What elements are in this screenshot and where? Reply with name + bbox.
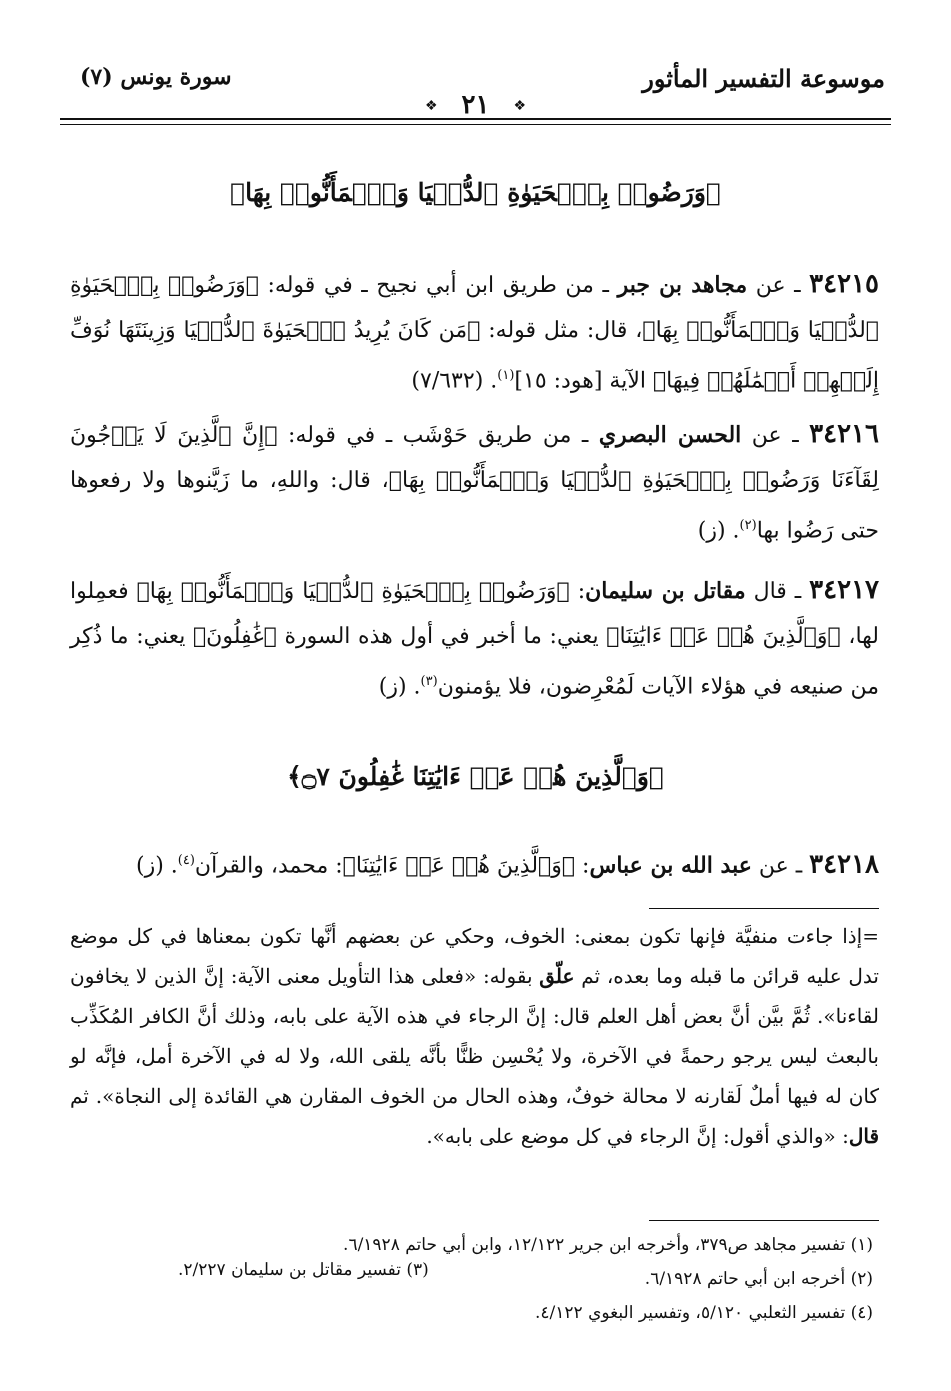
hadith-text: . (ز) xyxy=(135,853,178,879)
verse-heading-1: ﴿وَرَضُوا۟ بِٱلۡحَيَوٰةِ ٱلدُّنۡيَا وَٱطۡمَأَنُّوا۟ بِهَا﴾ xyxy=(230,178,721,207)
hadith-text: . (٧/٦٣٢) xyxy=(411,368,498,394)
footnotes-separator xyxy=(649,1220,879,1221)
hadith-text: : ﴿وَرَضُوا۟ بِٱلۡحَيَوٰةِ ٱلدُّنۡيَا وَٱطۡمَأَنُّوا۟ بِهَا﴾ فعمِلوا لها، ﴿وَٱلَّذِينَ هُمۡ عَنۡ ءَايَٰتِنَا﴾ يعني: ما أخبر في أول هذه السورة ﴿غَٰفِلُونَ﴾ يعني: ما ذُكِر من صنيعه في هؤلاء الآيات لَمُعْرِضون، فلا يؤمنون xyxy=(70,579,879,700)
continued-note xyxy=(70,916,879,1156)
footnote-ref: (٣) xyxy=(420,674,438,689)
footnote-1: (١) تفسير مجاهد ص٣٧٩، وأخرجه ابن جرير ١٢/١٢٢، وابن أبي حاتم ٦/١٩٢٨. xyxy=(343,1235,873,1255)
hadith-number: ٣٤٢١٥ xyxy=(809,269,879,299)
hadith-text: ـ من طريق حَوْشَب ـ في قوله: ﴿إِنَّ ٱلَّذِينَ لَا يَرۡجُونَ لِقَآءَنَا وَرَضُوا۟ بِٱلۡحَيَوٰةِ ٱلدُّنۡيَا وَٱطۡمَأَنُّوا۟ بِهَا﴾، قال: واللهِ، ما زَيَّنوها ولا رفعوها حتى رَضُوا بها xyxy=(70,423,879,544)
narrator-name: الحسن البصري xyxy=(598,422,742,448)
hadith-text: ـ قال xyxy=(745,579,810,604)
footnote-ref: (٢) xyxy=(739,518,757,533)
ornament-left-icon: ❖ xyxy=(425,98,438,114)
hadith-text: . (ز) xyxy=(378,674,421,700)
hadith-34216 xyxy=(70,412,879,553)
hadith-text: ـ من طريق ابن أبي نجيح ـ في قوله: ﴿وَرَضُوا۟ بِٱلۡحَيَوٰةِ ٱلدُّنۡيَا وَٱطۡمَأَنُّوا۟ بِهَا﴾، قال: مثل قوله: ﴿مَن كَانَ يُرِيدُ ٱلۡحَيَوٰةَ ٱلدُّنۡيَا وَزِينَتَهَا نُوَفِّ إِلَيۡهِمۡ أَعۡمَٰلَهُمۡ فِيهَا﴾ الآية [هود: ١٥] xyxy=(70,273,879,394)
note-keyword: قال xyxy=(848,1124,879,1148)
hadith-number: ٣٤٢١٨ xyxy=(809,849,879,880)
running-header xyxy=(60,60,891,120)
hadith-34215 xyxy=(70,262,879,403)
footnote-ref: (١) xyxy=(497,368,515,383)
hadith-34218 xyxy=(70,838,879,888)
hadith-text: ـ عن xyxy=(747,273,810,298)
note-text: إذا جاءت منفيَّة فإنها تكون بمعنى: الخوف، وحكي عن بعضهم أنَّها تكون بمعناها في كل موضع تدل عليه قرائن ما قبله وما بعده، ثم xyxy=(70,924,879,988)
hadith-34217 xyxy=(70,568,879,709)
page-number: ٢١ xyxy=(461,90,490,120)
footnote-ref: (٤) xyxy=(177,853,195,868)
narrator-name: عبد الله بن عباس xyxy=(589,852,752,879)
ornament-right-icon: ❖ xyxy=(513,98,526,114)
footnote-3: (٣) تفسير مقاتل بن سليمان ٢/٢٢٧. xyxy=(178,1260,429,1280)
hadith-text: . (ز) xyxy=(697,518,740,544)
hadith-text: ـ عن xyxy=(751,853,810,879)
narrator-name: مقاتل بن سليمان xyxy=(585,578,746,604)
narrator-name: مجاهد بن جبر xyxy=(617,272,748,298)
notes-separator xyxy=(649,908,879,909)
hadith-text: : ﴿وَٱلَّذِينَ هُمۡ عَنۡ ءَايَٰتِنَا﴾: محمد، والقرآن xyxy=(194,853,590,879)
hadith-text: ـ عن xyxy=(741,423,810,448)
hadith-number: ٣٤٢١٦ xyxy=(809,419,879,449)
header-rule xyxy=(60,118,891,120)
note-text: بقوله: «فعلى هذا التأويل معنى الآية: إنَّ الذين لا يخافون لقاءنا». ثُمَّ بيَّن أنَّ بعض أهل العلم قال: إنَّ الرجاء في هذه الآية على بابه، وذلك أنَّ الكافر المُكَذِّب بالبعث ليس يرجو رحمةً في الآخرة، ولا يُحْسِن ظنًّا بأنَّه يلقى الله، ولا له في الآخرة أمل، فإنَّه لو كان له فيها أملٌ لَقارنه لا محالة خوفٌ، وهذه الحال من الخوف المقارن هي القائدة إلى النجاة». ثم xyxy=(70,964,879,1108)
note-keyword: علّق xyxy=(539,964,575,988)
verse-heading-2: ﴿وَٱلَّذِينَ هُمۡ عَنۡ ءَايَٰتِنَا غَٰفِلُونَ ۝٧﴾ xyxy=(287,762,664,791)
footnote-4: (٤) تفسير الثعلبي ٥/١٢٠، وتفسير البغوي ٤/١٢٢. xyxy=(535,1303,873,1323)
hadith-number: ٣٤٢١٧ xyxy=(809,575,879,605)
surah-label: سورة يونس (٧) xyxy=(80,64,232,90)
book-title: موسوعة التفسير المأثور xyxy=(642,64,885,93)
footnote-2: (٢) أخرجه ابن أبي حاتم ٦/١٩٢٨. xyxy=(644,1269,873,1289)
note-text: : «والذي أقول: إنَّ الرجاء في كل موضع على بابه». xyxy=(426,1124,849,1148)
header-rule-thin xyxy=(60,124,891,125)
continuation-marker: = xyxy=(862,924,879,948)
